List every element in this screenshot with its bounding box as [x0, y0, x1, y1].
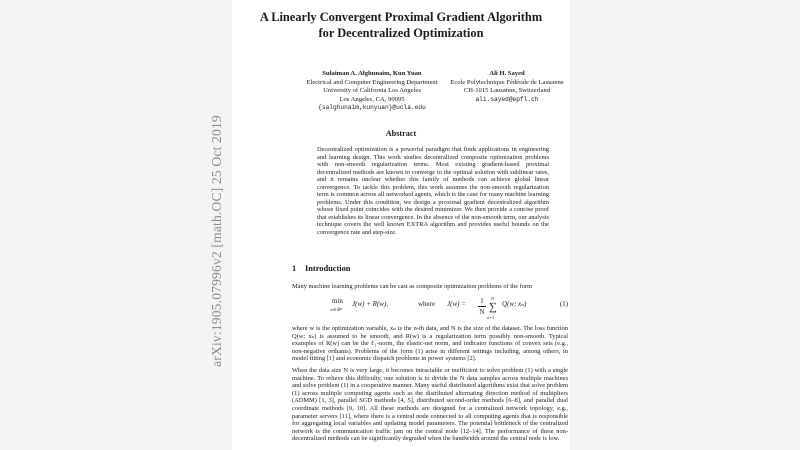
eq-where: where	[418, 300, 436, 308]
eq-lhs: J(w) + R(w),	[352, 300, 389, 308]
eq-frac-denominator: N	[479, 308, 485, 316]
eq-rhs: J(w) =	[447, 300, 466, 308]
abstract-text: Decentralized optimization is a powerful paradigm that finds applications in engineering and learning design. This work studies decentralized composite optimization problems with non-smooth regularization terms. Most existing gradient-based proximal decentralized methods are known to converge to the optimal solution with sublinear rates, and it remains unclear whether this family of methods can achieve global linear convergence. To tackle this problem, this work assumes the non-smooth regularization term is common across all networked agents, which is the case for many machine learning problems. Under this condition, we design a proximal gradient decentralized algorithm whose fixed point coincides with the desired minimizer. We then provide a concise proof that establishes its linear convergence. In the absence of the non-smooth term, our analysis technique covers the well known EXTRA algorithm and provides useful bounds on the convergence rate and step-size.	[317, 146, 549, 236]
intro-paragraph-2: where w is the optimization variable, xₙ is the n-th data, and N is the size of the dataset. The loss function Q(w; xₙ) is assumed to be smooth, and R(w) is a regularization term possibly non-smooth. Typical examples of R(w) can be the ℓ₁-norm, the elastic-net norm, and indicator functions of convex sets (e.g., non-negative orthants). Problems of the form (1) arise in different settings including, among others, in model fitting [1] and economic dispatch problems in power systems [2].	[292, 325, 568, 363]
author-uni-left: University of California Los Angeles	[323, 87, 421, 95]
section-number: 1	[292, 264, 297, 273]
eq-sum-upper: N	[491, 296, 495, 301]
author-school-right: Ecole Polytechnique Fédérale de Lausanne	[450, 78, 564, 86]
arxiv-identifier: arXiv:1905.07996v2 [math.OC] 25 Oct 2019	[209, 115, 224, 367]
abstract-heading: Abstract	[385, 129, 417, 138]
title-line-2: for Decentralized Optimization	[318, 25, 484, 40]
author-email-left[interactable]: {salghunaim,kunyuan}@ucla.edu	[318, 104, 426, 112]
intro-paragraph-3: When the data size N is very large, it becomes intractable or inefficient to solve problem (1) with a single machine. To relieve this difficulty, one solution is to divide the N data samples across multiple machines and solve problem (1) in a cooperative manner. Many useful distributed algorithms exist that solve problem (1) across multiple computing agents such as the distributed alternating direction method of multipliers (ADMM) [1, 3], parallel SGD methods [4, 5], distributed second-order methods [6–8], and parallel dual coordinate methods [9, 10]. All these methods are designed for a centralized network topology, e.g., parameter servers [11], where there is a central node connected to all computing agents that is responsible for aggregating local variables and updating model parameters. The potential bottleneck of the centralized network is the communication traffic jam on the central node [12–14]. The performance of these non-decentralized methods can be significantly degraded when the bandwidth around the central node is low.	[292, 367, 568, 443]
eq-sum-sign: ∑	[489, 301, 497, 313]
eq-fraction	[478, 297, 486, 316]
author-city-left: Los Angeles, CA, 90095	[339, 95, 405, 103]
author-names-left: Sulaiman A. Alghunaim, Kun Yuan	[322, 70, 422, 77]
eq-summand: Q(w; xₙ)	[502, 300, 527, 308]
eq-min-operator: min	[332, 297, 343, 305]
eq-frac-bar	[478, 306, 486, 307]
author-block-left	[282, 70, 462, 113]
eq-number[interactable]: (1)	[559, 300, 568, 308]
eq-sum-lower: n=1	[487, 315, 495, 320]
paper-title	[232, 10, 570, 41]
section-title: Introduction	[305, 264, 351, 273]
intro-paragraph-1: Many machine learning problems can be cast as composite optimization problems of the form	[292, 283, 533, 290]
title-line-1: A Linearly Convergent Proximal Gradient Algorithm	[259, 10, 543, 24]
left-margin	[0, 0, 232, 450]
right-margin	[570, 0, 800, 450]
eq-min-subscript: w∈ℝᴹ	[330, 307, 343, 312]
author-email-right[interactable]: ali.sayed@epfl.ch	[475, 95, 539, 103]
eq-frac-numerator: 1	[480, 297, 484, 305]
paper-page	[232, 0, 570, 450]
section-heading	[292, 264, 350, 273]
author-block-right	[437, 70, 570, 104]
equation-1	[292, 297, 568, 321]
author-dept-left: Electrical and Computer Engineering Department	[306, 78, 438, 86]
author-names-right: Ali H. Sayed	[489, 70, 525, 77]
author-city-right: CH-1015 Lausanne, Switzerland	[463, 87, 551, 95]
